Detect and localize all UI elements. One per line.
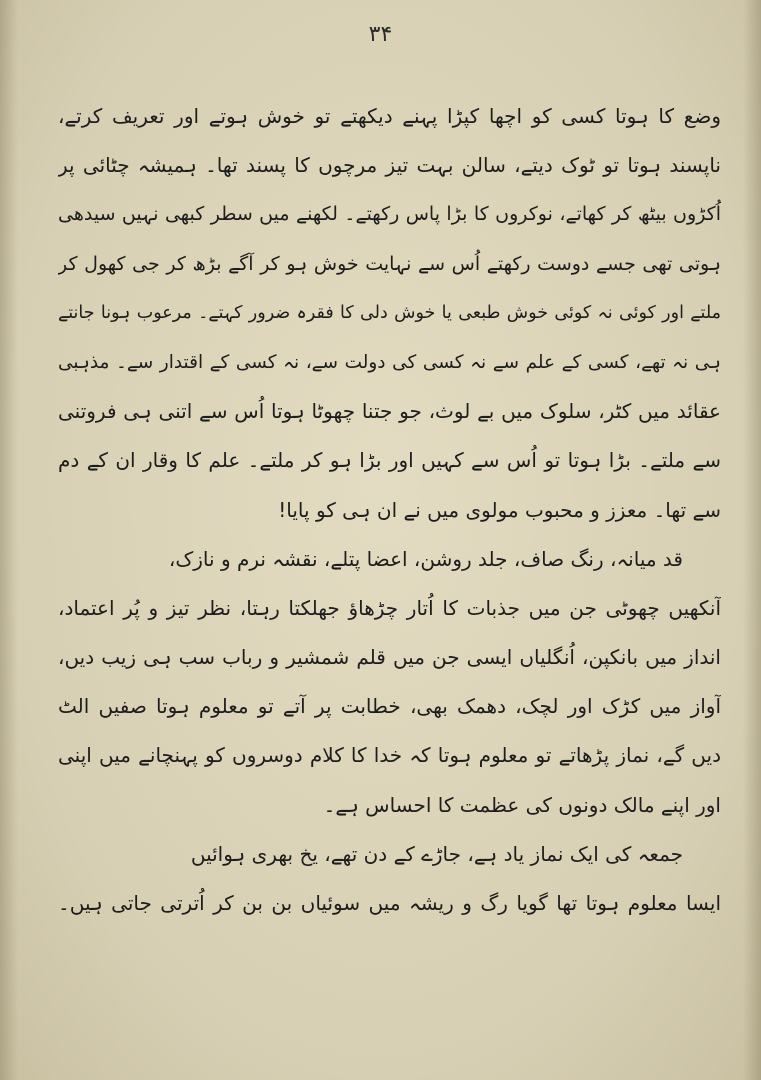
text-line: وضع کا ہوتا کسی کو اچھا کپڑا پہنے دیکھتے تو خوش ہوتے اور تعریف کرتے، [58, 104, 721, 128]
text-line: آنکھیں چھوٹی جن میں جذبات کا اُتار چڑھاؤ جھلکتا رہتا، نظر تیز و پُر اعتماد، [58, 595, 721, 620]
page-right-edge-shadow [743, 0, 761, 1080]
text-line-paragraph-start: قد میانہ، رنگ صاف، جلد روشن، اعضا پتلے، نقشہ نرم و نازک، [168, 546, 683, 571]
text-line: سے ملتے۔ بڑا ہوتا تو اُس سے کہیں اور بڑا ہو کر ملتے۔ علم کا وقار ان کے دم [58, 448, 721, 473]
page-body-text [58, 92, 721, 928]
text-line-paragraph-end: سے تھا۔ معزز و محبوب مولوی میں نے ان ہی کو پایا! [278, 497, 721, 522]
text-line: عقائد میں کٹر، سلوک میں بے لوث، جو جتنا چھوٹا ہوتا اُس سے اتنی ہی فروتنی [58, 399, 721, 424]
text-line-paragraph-end: اور اپنے مالک دونوں کی عظمت کا احساس ہے۔ [323, 792, 721, 817]
text-line: انداز میں بانکپن، اُنگلیاں ایسی جن میں قلم شمشیر و رباب سب ہی زیب دیں، [58, 645, 721, 670]
text-line: ہی نہ تھے، کسی کے علم سے نہ کسی کی دولت سے، نہ کسی کے اقتدار سے۔ مذہبی [58, 351, 721, 373]
text-line: ہوتی تھی جسے دوست رکھتے اُس سے نہایت خوش ہو کر آگے بڑھ کر جی کھول کر [58, 252, 721, 275]
page-number: ۳۴ [368, 22, 393, 47]
text-line: آواز میں کڑک اور لچک، دھمک بھی، خطابت پر آتے تو معلوم ہوتا صفیں الٹ [58, 694, 721, 719]
text-line: دیں گے، نماز پڑھاتے تو معلوم ہوتا کہ خدا کا کلام دوسروں کو پہنچانے میں اپنی [58, 743, 721, 768]
text-line: ملتے اور کوئی نہ کوئی خوش طبعی یا خوش دلی کا فقرہ ضرور کہتے۔ مرعوب ہونا جانتے [58, 302, 721, 323]
page-left-edge-shadow [0, 0, 18, 1080]
text-line: ایسا معلوم ہوتا تھا گویا رگ و ریشہ میں سوئیاں بن بن کر اُترتی جاتی ہیں۔ [58, 891, 721, 915]
text-line: اُکڑوں بیٹھ کر کھاتے، نوکروں کا بڑا پاس رکھتے۔ لکھنے میں سطر کبھی نہیں سیدھی [58, 203, 721, 226]
text-line: ناپسند ہوتا تو ٹوک دیتے، سالن بہت تیز مرچوں کا پسند تھا۔ ہمیشہ چٹائی پر [58, 153, 721, 178]
text-line-paragraph-start: جمعہ کی ایک نماز یاد ہے، جاڑے کے دن تھے، یخ بھری ہوائیں [190, 841, 683, 866]
